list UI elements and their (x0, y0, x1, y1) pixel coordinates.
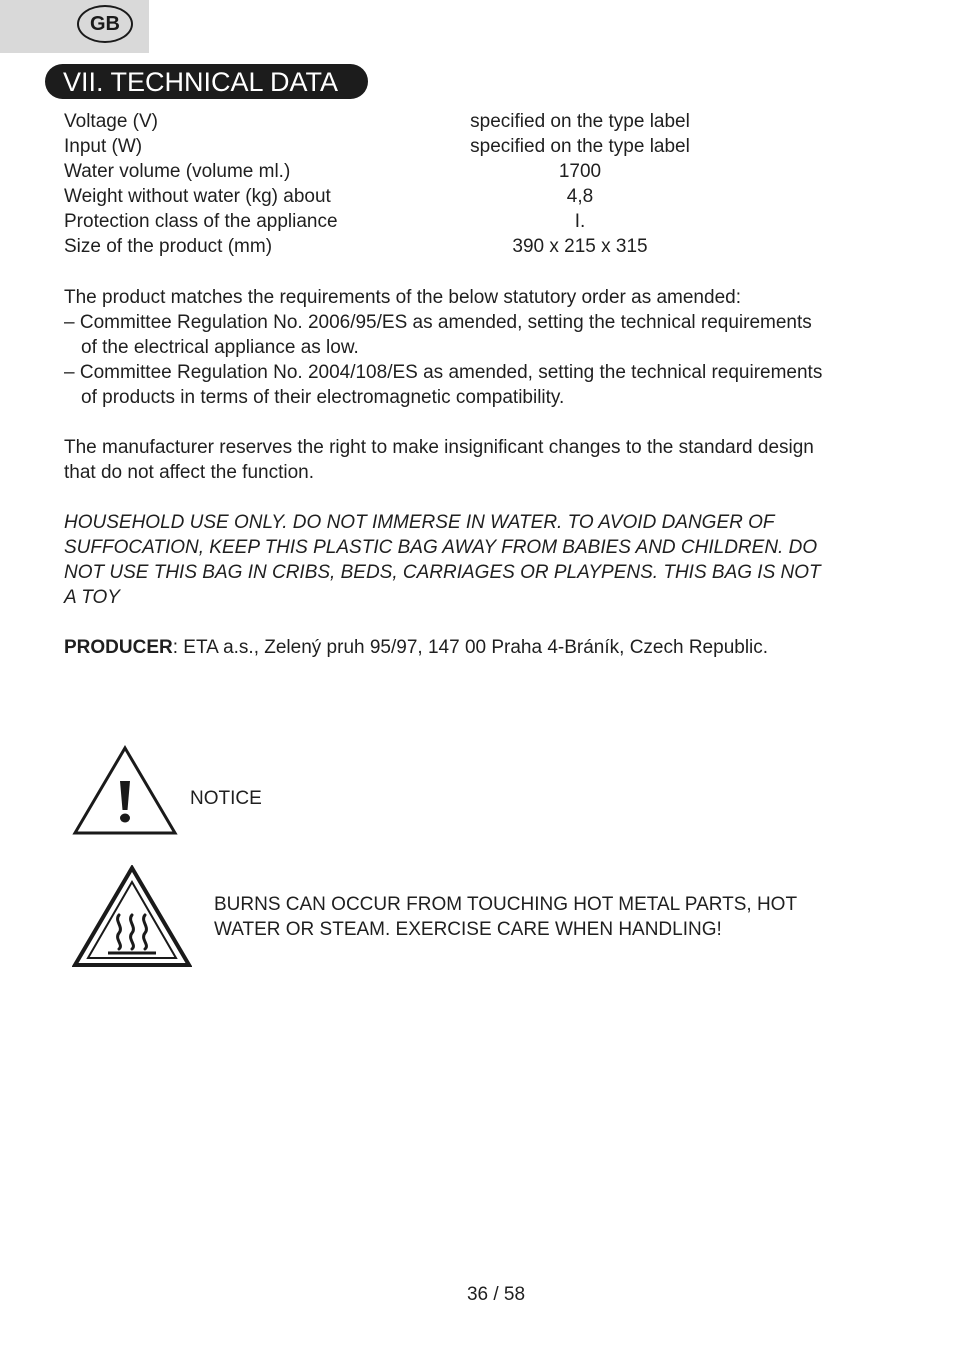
changes-notice-line: that do not affect the function. (64, 462, 314, 483)
language-tab (0, 0, 149, 53)
spec-value: 4,8 (566, 186, 594, 207)
page-number: 36 / 58 (466, 1284, 526, 1305)
spec-value: 1700 (558, 161, 602, 182)
warning-line: SUFFOCATION, KEEP THIS PLASTIC BAG AWAY FROM BABIES AND CHILDREN. DO (64, 537, 818, 558)
spec-value: specified on the type label (470, 136, 690, 157)
warning-line: NOT USE THIS BAG IN CRIBS, BEDS, CARRIAGES OR PLAYPENS. THIS BAG IS NOT (64, 562, 821, 583)
warning-line: A TOY (64, 587, 120, 608)
spec-row (64, 234, 864, 259)
changes-notice-line: The manufacturer reserves the right to make insignificant changes to the standard design (64, 437, 814, 458)
spec-label: Input (W) (64, 136, 143, 157)
spec-row (64, 184, 864, 209)
spec-row (64, 109, 864, 134)
spec-label: Protection class of the appliance (64, 211, 338, 232)
spec-value: 390 x 215 x 315 (512, 236, 648, 257)
compliance-intro: The product matches the requirements of the below statutory order as amended: (64, 287, 741, 308)
spec-label: Size of the product (mm) (64, 236, 273, 257)
burns-warning-text (214, 892, 797, 942)
spec-label: Water volume (volume ml.) (64, 161, 291, 182)
burns-warning-line: BURNS CAN OCCUR FROM TOUCHING HOT METAL PARTS, HOT (214, 894, 798, 915)
section-title: VII. TECHNICAL DATA (45, 64, 368, 99)
spec-row (64, 159, 864, 184)
spec-label: Voltage (V) (64, 111, 158, 132)
producer-address: : ETA a.s., Zelený pruh 95/97, 147 00 Praha 4-Bráník, Czech Republic. (172, 637, 769, 658)
spec-value: specified on the type label (470, 111, 690, 132)
burns-warning-line: WATER OR STEAM. EXERCISE CARE WHEN HANDLING! (214, 919, 722, 940)
hot-surface-warning-triangle-icon (72, 865, 192, 969)
producer-label: PRODUCER (64, 637, 173, 658)
compliance-paragraph (64, 285, 894, 410)
producer-paragraph (64, 635, 894, 660)
compliance-item: – Committee Regulation No. 2006/95/ES as amended, setting the technical requirements (64, 312, 812, 333)
changes-notice-paragraph (64, 435, 894, 485)
compliance-item: – Committee Regulation No. 2004/108/ES as amended, setting the technical requirements (64, 362, 823, 383)
spec-row (64, 134, 864, 159)
spec-row (64, 209, 864, 234)
compliance-item-continuation: of the electrical appliance as low. (81, 337, 359, 358)
language-badge: GB (77, 5, 133, 43)
warning-line: HOUSEHOLD USE ONLY. DO NOT IMMERSE IN WATER. TO AVOID DANGER OF (64, 512, 775, 533)
household-warning-paragraph (64, 510, 894, 610)
spec-value: I. (574, 211, 586, 232)
spec-label: Weight without water (kg) about (64, 186, 331, 207)
compliance-item-continuation: of products in terms of their electromagnetic compatibility. (81, 387, 565, 408)
exclamation-warning-triangle-icon (72, 744, 178, 836)
notice-label: NOTICE (190, 788, 262, 809)
